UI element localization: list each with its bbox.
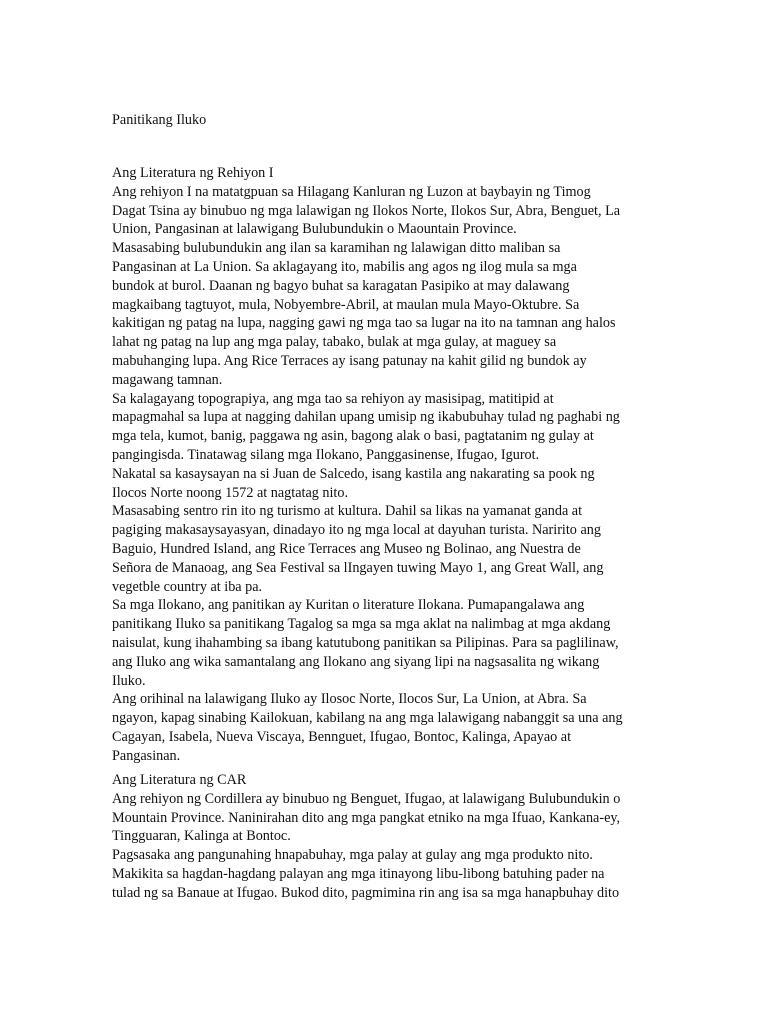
text-line: pangingisda. Tinatawag silang mga Ilokano, Panggasinense, Ifugao, Igurot. bbox=[112, 446, 540, 463]
text-line: pagiging makasaysayasyan, dinadayo ito ng mga local at dayuhan turista. Naririto ang bbox=[112, 522, 601, 539]
text-line: Dagat Tsina ay binubuo ng mga lalawigan ng Ilokos Norte, Ilokos Sur, Abra, Benguet, La bbox=[112, 202, 621, 219]
section-car bbox=[112, 771, 672, 903]
section-body bbox=[112, 183, 672, 766]
text-line: Pangasinan at La Union. Sa aklagayang ito, mabilis ang agos ng ilog mula sa mga bbox=[112, 258, 577, 275]
text-line: Pangasinan. bbox=[112, 747, 181, 764]
text-line: mapagmahal sa lupa at nagging dahilan upang umisip ng ikabubuhay tulad ng paghabi ng bbox=[112, 409, 620, 426]
text-line: Ang rehiyon ng Cordillera ay binubuo ng Benguet, Ifugao, at lalawigang Bulubundukin o bbox=[112, 790, 621, 807]
text-line: mabuhanging lupa. Ang Rice Terraces ay isang patunay na kahit gilid ng bundok ay bbox=[112, 352, 587, 369]
text-line: Iluko. bbox=[112, 672, 146, 689]
text-line: Mountain Province. Naninirahan dito ang mga pangkat etniko na mga Ifuao, Kankana-ey, bbox=[112, 809, 621, 826]
text-line: Makikita sa hagdan-hagdang palayan ang mga itinayong libu-libong batuhing pader na bbox=[112, 865, 605, 882]
text-line: Cagayan, Isabela, Nueva Viscaya, Bennguet, Ifugao, Bontoc, Kalinga, Apayao at bbox=[112, 728, 572, 745]
text-line: naisulat, kung ihahambing sa ibang katutubong panitikan sa Pilipinas. Para sa paglilinaw, bbox=[112, 634, 619, 651]
text-line: Nakatal sa kasaysayan na si Juan de Salcedo, isang kastila ang nakarating sa pook ng bbox=[112, 465, 595, 482]
text-line: tulad ng sa Banaue at Ifugao. Bukod dito, pagmimina rin ang isa sa mga hanapbuhay dito bbox=[112, 884, 620, 901]
text-line: Tingguaran, Kalinga at Bontoc. bbox=[112, 828, 291, 845]
text-line: Masasabing bulubundukin ang ilan sa karamihan ng lalawigan ditto maliban sa bbox=[112, 240, 561, 257]
text-line: bundok at burol. Daanan ng bagyo buhat sa karagatan Pasipiko at may dalawang bbox=[112, 277, 570, 294]
text-line: panitikang Iluko sa panitikang Tagalog sa mga sa mga aklat na nalimbag at mga akdang bbox=[112, 616, 611, 633]
document-title: Panitikang Iluko bbox=[112, 112, 207, 128]
text-line: magkaibang tagtuyot, mula, Nobyembre-Abril, at maulan mula Mayo-Oktubre. Sa bbox=[112, 296, 580, 313]
text-line: Pagsasaka ang pangunahing hnapabuhay, mga palay at gulay ang mga produkto nito. bbox=[112, 847, 593, 864]
text-line: Ang orihinal na lalawigang Iluko ay Ilosoc Norte, Ilocos Sur, La Union, at Abra. Sa bbox=[112, 691, 587, 708]
section-body bbox=[112, 790, 672, 903]
text-line: magawang tamnan. bbox=[112, 371, 223, 388]
text-line: ang Iluko ang wika samantalang ang Ilokano ang siyang lipi na nagsasalita ng wikang bbox=[112, 653, 600, 670]
text-line: lahat ng patag na lup ang mga palay, tabako, bulak at mga gulay, at maguey sa bbox=[112, 334, 557, 351]
text-line: Ilocos Norte noong 1572 at nagtatag nito. bbox=[112, 484, 349, 501]
text-line: mga tela, kumot, banig, paggawa ng asin, bagong alak o basi, pagtatanim ng gulay at bbox=[112, 428, 594, 445]
text-line: Ang rehiyon I na matatgpuan sa Hilagang Kanluran ng Luzon at baybayin ng Timog bbox=[112, 183, 591, 200]
section-heading: Ang Literatura ng CAR bbox=[112, 772, 247, 788]
text-line: vegetble country at iba pa. bbox=[112, 578, 263, 595]
text-line: Señora de Manaoag, ang Sea Festival sa lIngayen tuwing Mayo 1, ang Great Wall, ang bbox=[112, 559, 604, 576]
text-line: Sa mga Ilokano, ang panitikan ay Kuritan o literature Ilokana. Pumapangalawa ang bbox=[112, 597, 585, 614]
text-line: Baguio, Hundred Island, ang Rice Terraces ang Museo ng Bolinao, ang Nuestra de bbox=[112, 540, 581, 557]
text-line: kakitigan ng patag na lupa, nagging gawi ng mga tao sa lugar na ito na tamnan ang halos bbox=[112, 315, 616, 332]
text-line: Union, Pangasinan at lalawigang Bulubundukin o Maountain Province. bbox=[112, 221, 517, 238]
section-rehiyon-1 bbox=[112, 164, 672, 766]
text-line: Sa kalagayang topograpiya, ang mga tao sa rehiyon ay masisipag, matitipid at bbox=[112, 390, 554, 407]
text-line: ngayon, kapag sinabing Kailokuan, kabilang na ang mga lalawigang nabanggit sa una ang bbox=[112, 710, 623, 727]
text-line: Masasabing sentro rin ito ng turismo at kultura. Dahil sa likas na yamanat ganda at bbox=[112, 503, 583, 520]
section-heading: Ang Literatura ng Rehiyon I bbox=[112, 165, 274, 181]
